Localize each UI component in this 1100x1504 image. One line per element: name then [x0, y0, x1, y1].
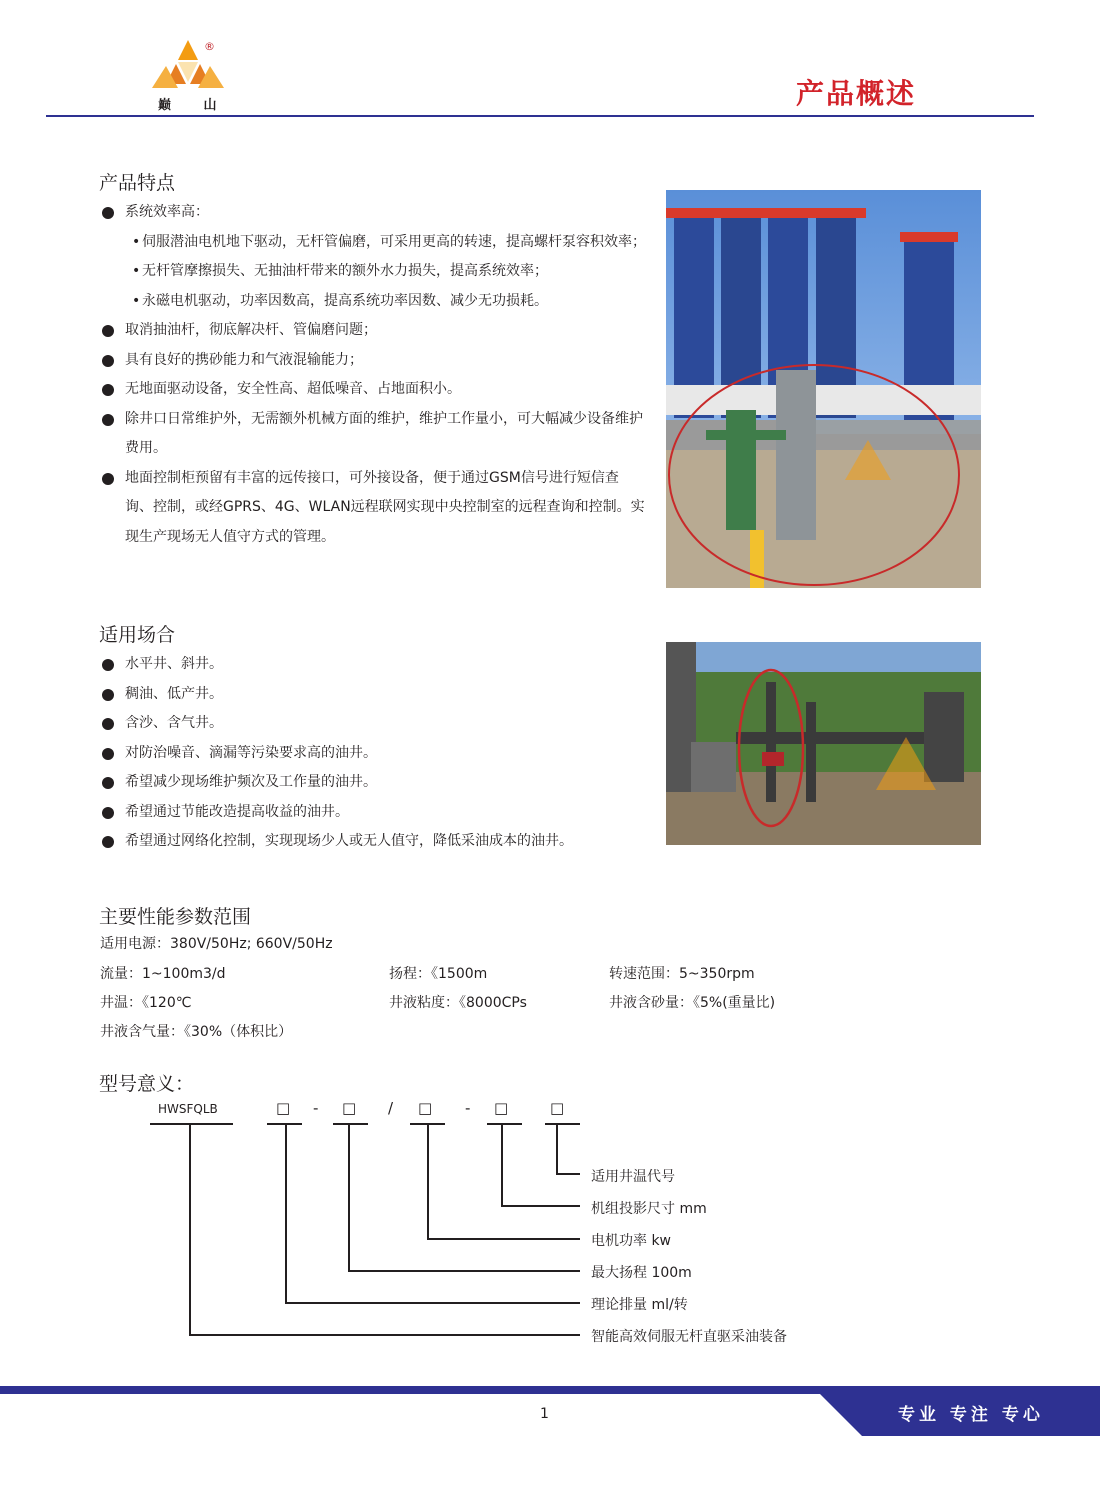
- model-legend-displacement: 理论排量 ml/转: [591, 1297, 688, 1313]
- applications-heading: 适用场合: [99, 624, 176, 646]
- feature-item: 具有良好的携砂能力和气液混输能力；: [101, 346, 646, 376]
- model-box-1: □: [276, 1099, 291, 1117]
- registered-mark: ®: [204, 40, 215, 53]
- model-separator-dash-2: -: [465, 1099, 471, 1117]
- feature-item: 系统效率高：: [101, 198, 646, 228]
- feature-item: 地面控制柜预留有丰富的远传接口，可外接设备，便于通过GSM信号进行短信查询、控制，或经GPRS、4G、WLAN远程联网实现中央控制室的远程查询和控制。实现生产现场无人值守方式的管理。: [101, 464, 646, 553]
- application-item: 希望通过网络化控制，实现现场少人或无人值守，降低采油成本的油井。: [101, 827, 661, 857]
- model-box-3: □: [418, 1099, 433, 1117]
- param-viscosity: 井液粘度：《8000CPs: [389, 995, 527, 1011]
- footer-slogan: 专业 专注 专心: [898, 1405, 1044, 1425]
- model-legend-temperature: 适用井温代号: [591, 1169, 675, 1185]
- feature-subitem-text: 永磁电机驱动，功率因数高，提高系统功率因数、减少无功损耗。: [142, 292, 548, 309]
- model-legend-equipment: 智能高效伺服无杆直驱采油装备: [591, 1329, 787, 1345]
- params-heading: 主要性能参数范围: [99, 906, 252, 928]
- logo-text: 巅 山: [158, 98, 231, 113]
- param-flow: 流量：1~100m3/d: [100, 966, 226, 982]
- feature-item: 取消抽油杆，彻底解决杆、管偏磨问题；: [101, 316, 646, 346]
- model-legend-power: 电机功率 kw: [591, 1233, 672, 1249]
- feature-item: 除井口日常维护外，无需额外机械方面的维护，维护工作量小，可大幅减少设备维护费用。: [101, 405, 646, 464]
- feature-subitem-text: 无杆管摩擦损失、无抽油杆带来的额外水力损失，提高系统效率；: [142, 263, 548, 279]
- application-item: 希望通过节能改造提高收益的油井。: [101, 798, 661, 828]
- model-legend-head: 最大扬程 100m: [591, 1265, 692, 1281]
- application-item: 对防治噪音、滴漏等污染要求高的油井。: [101, 739, 661, 769]
- feature-subitem: • 无杆管摩擦损失、无抽油杆带来的额外水力损失，提高系统效率；: [101, 257, 646, 287]
- feature-subitem: • 伺服潜油电机地下驱动，无杆管偏磨，可采用更高的转速，提高螺杆泵容积效率；: [101, 228, 646, 258]
- feature-subitem: • 永磁电机驱动，功率因数高，提高系统功率因数、减少无功损耗。: [101, 287, 646, 317]
- features-heading: 产品特点: [99, 172, 176, 194]
- page-title: 产品概述: [796, 77, 917, 110]
- application-item: 水平井、斜井。: [101, 650, 661, 680]
- param-sand: 井液含砂量：《5%(重量比): [609, 995, 776, 1011]
- model-separator-slash: /: [388, 1099, 394, 1117]
- model-box-4: □: [494, 1099, 509, 1117]
- model-legend-size: 机组投影尺寸 mm: [591, 1201, 707, 1217]
- feature-item: 无地面驱动设备，安全性高、超低噪音、占地面积小。: [101, 375, 646, 405]
- model-box-2: □: [342, 1099, 357, 1117]
- application-item: 希望减少现场维护频次及工作量的油井。: [101, 768, 661, 798]
- application-item: 含沙、含气井。: [101, 709, 661, 739]
- param-temp: 井温：《120℃: [100, 995, 192, 1011]
- param-speed: 转速范围：5~350rpm: [609, 966, 755, 982]
- model-code: HWSFQLB: [158, 1102, 218, 1116]
- param-power: 适用电源：380V/50Hz; 660V/50Hz: [100, 936, 333, 952]
- param-head: 扬程：《1500m: [389, 966, 488, 982]
- page-number: 1: [540, 1406, 549, 1422]
- application-item: 稠油、低产井。: [101, 680, 661, 710]
- param-gas: 井液含气量：《30%（体积比）: [100, 1024, 293, 1040]
- model-separator-dash: -: [313, 1099, 319, 1117]
- model-heading: 型号意义：: [99, 1073, 195, 1095]
- model-box-5: □: [550, 1099, 565, 1117]
- feature-subitem-text: 伺服潜油电机地下驱动，无杆管偏磨，可采用更高的转速，提高螺杆泵容积效率；: [142, 233, 646, 250]
